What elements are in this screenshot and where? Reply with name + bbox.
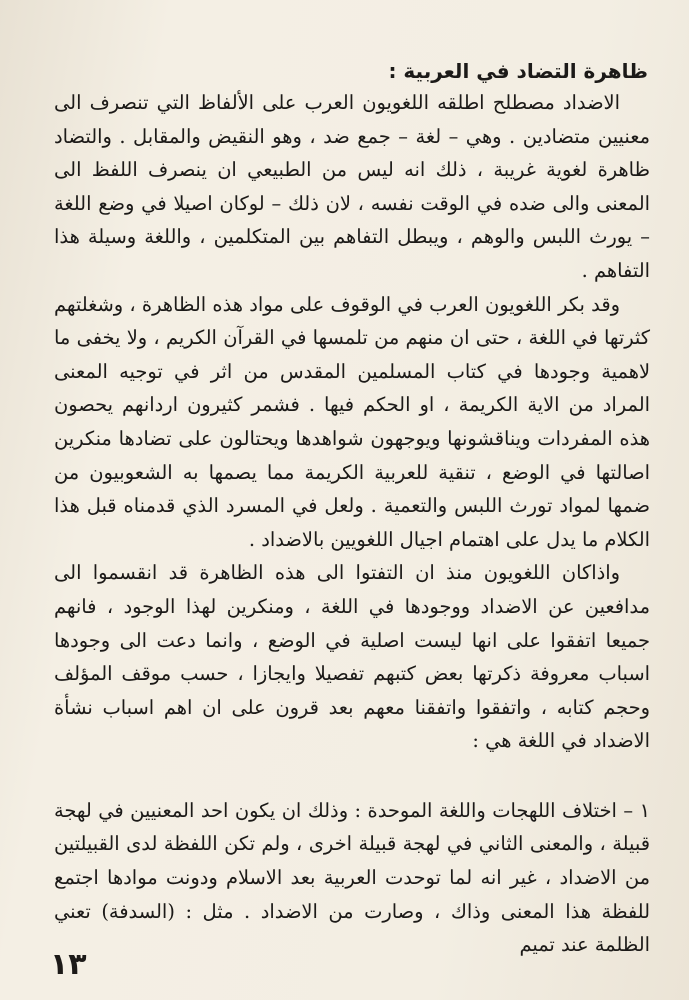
paragraph-causes-intro: واذاكان اللغويون منذ ان التفتوا الى هذه الظاهرة قد انقسموا الى مدافعين عن الاضداد ووجودها في اللغة ، ومنكرين لهذا الوجود ، فانهم جميعا اتفقوا على انها ليست اصلية في الوضع ، وانما دعت الى وجودها اسباب معروفة ذكرتها بعض كتبهم تفصيلا وايجازا ، حسب موقف المؤلف وحجم كتابه ، واتفقوا واتفقنا معهم بعد قرون على ان اهم اسباب نشأة الاضداد في اللغة هي : bbox=[54, 561, 650, 753]
paragraph-cause-one: ١ – اختلاف اللهجات واللغة الموحدة : وذلك ان يكون احد المعنيين في لهجة قبيلة ، والمعنى الثاني في لهجة قبيلة اخرى ، ولم تكن اللفظة لدى القبيلتين من الاضداد ، غير انه لما توحدت العربية بعد الاسلام ودونت موادها اجتمع للفظة هذا المعنى وذاك ، وصارت من الاضداد . مثل : (السدفة) تعني الظلمة عند تميم bbox=[54, 798, 650, 957]
section-heading: ظاهرة التضاد في العربية : bbox=[388, 59, 648, 83]
page-body bbox=[54, 56, 650, 962]
page-number: ١٣ bbox=[50, 947, 87, 982]
paragraph-definition: الاضداد مصطلح اطلقه اللغويون العرب على الألفاظ التي تنصرف الى معنيين متضادين . وهي – لغة – جمع ضد ، وهو النقيض والمقابل . والتضاد ظاهرة لغوية غريبة ، ذلك انه ليس من الطبيعي ان ينصرف اللفظ الى المعنى والى ضده في الوقت نفسه ، لان ذلك – لوكان اصيلا في وضع اللغة – يورث اللبس والوهم ، ويبطل التفاهم بين المتكلمين ، واللغة وسيلة هذا التفاهم . bbox=[54, 91, 650, 282]
paragraph-early-linguists: وقد بكر اللغويون العرب في الوقوف على مواد هذه الظاهرة ، وشغلتهم كثرتها في اللغة ، حتى ان منهم من تلمسها في القرآن الكريم ، ولا يخفى ما لاهمية وجودها في كتاب المسلمين المقدس من اثر في توجيه المعنى المراد من الاية الكريمة ، او الحكم فيها . فشمر كثيرون اردانهم يحصون هذه المفردات ويناقشونها ويوجهون شواهدها ويحتالون على تضادها منكرين اصالتها في الوضع ، تنقية للعربية الكريمة مما يصمها به الشعوبيون من ضمها لمواد تورث اللبس والتعمية . ولعل في المسرد الذي قدمناه قبل هذا الكلام ما يدل على اهتمام اجيال اللغويين بالاضداد . bbox=[54, 292, 650, 551]
